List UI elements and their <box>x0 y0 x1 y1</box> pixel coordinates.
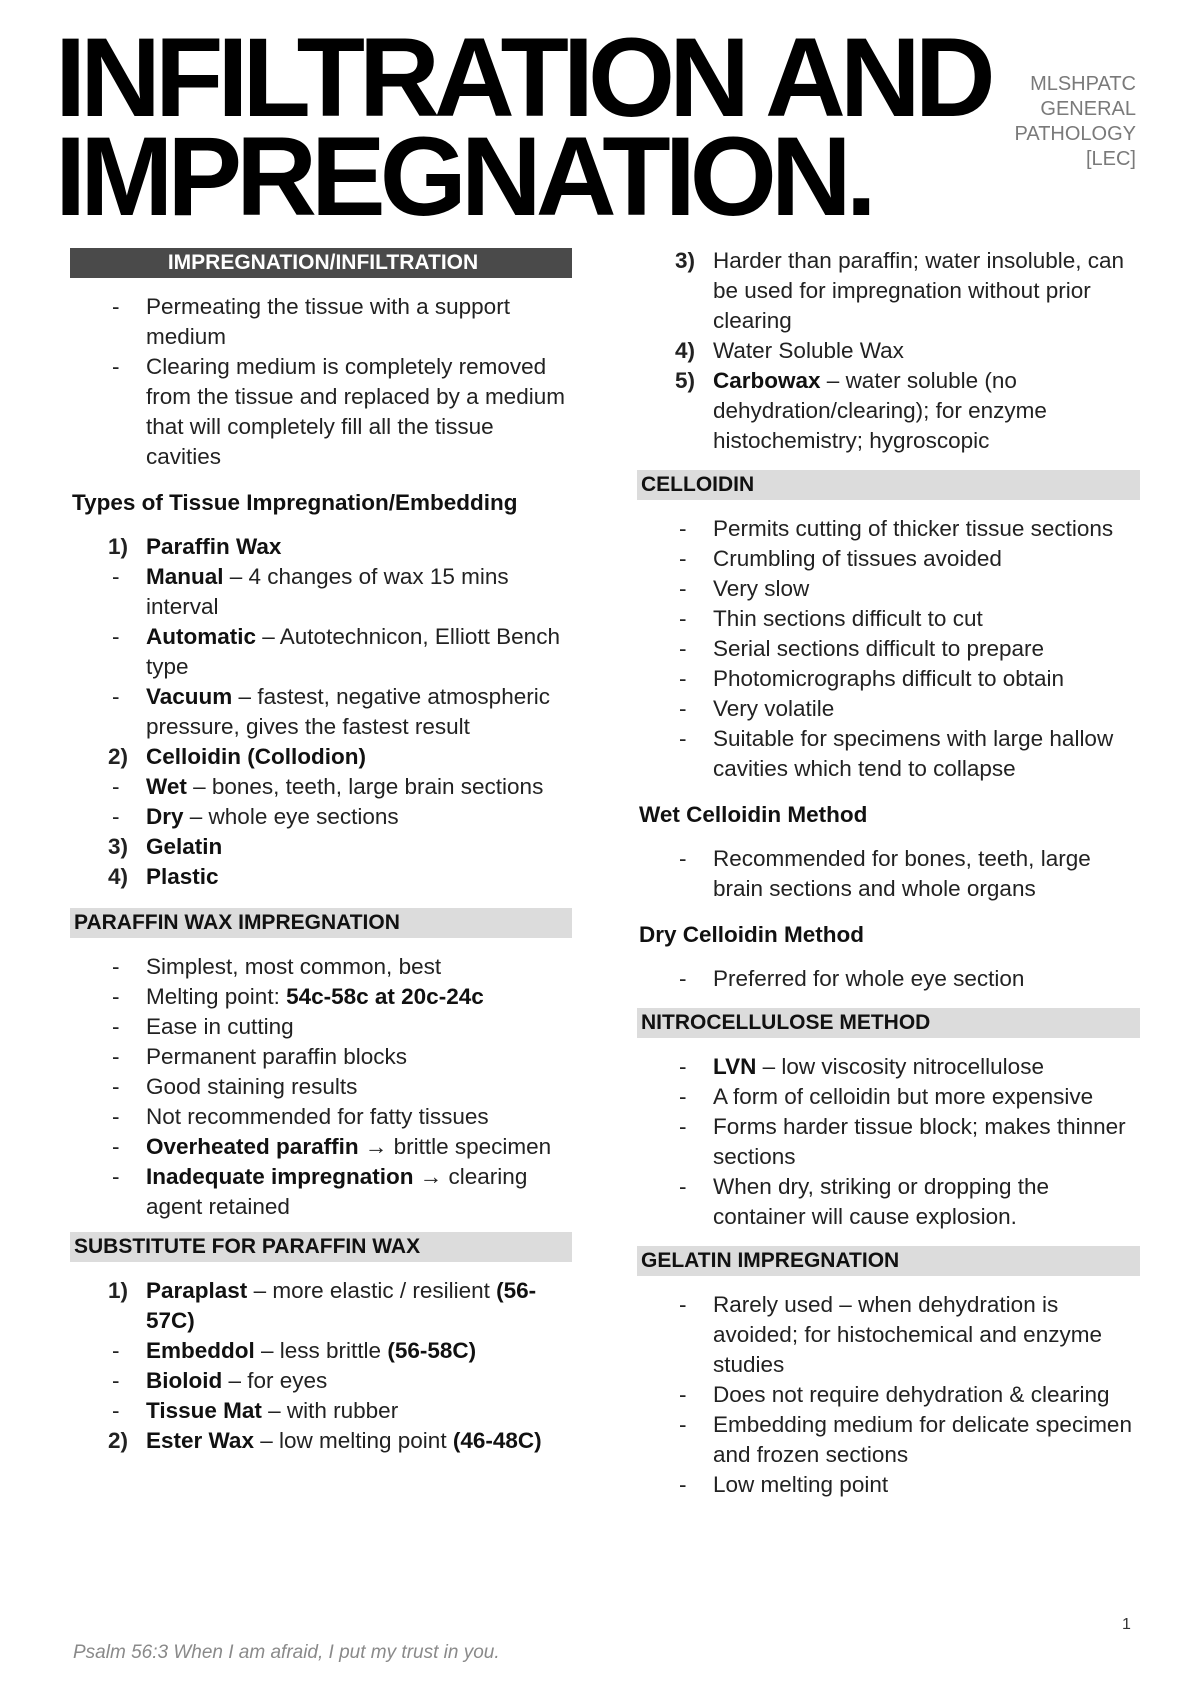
section-heading-substitute: SUBSTITUTE FOR PARAFFIN WAX <box>70 1232 572 1262</box>
list-item: - Not recommended for fatty tissues <box>112 1104 489 1129</box>
list-item: - Permits cutting of thicker tissue sections <box>679 516 1114 541</box>
substitute-list-continued <box>637 246 1140 456</box>
nitrocellulose-list <box>637 1052 1140 1232</box>
page-number: 1 <box>1122 1616 1131 1633</box>
subheading-types: Types of Tissue Impregnation/Embedding <box>72 490 518 515</box>
list-item: - Preferred for whole eye section <box>679 966 1025 991</box>
list-item: 5) Carbowax – water soluble (no dehydration/clearing); for enzyme histochemistry; hygroscopic <box>675 368 1047 453</box>
celloidin-list <box>637 514 1140 784</box>
list-item: - Embeddol – less brittle (56-58C) <box>112 1338 477 1363</box>
list-item: - Rarely used – when dehydration is avoided; for histochemical and enzyme studies <box>679 1292 1102 1377</box>
list-item: - Very volatile <box>679 696 835 721</box>
list-item: - Ease in cutting <box>112 1014 294 1039</box>
right-column <box>637 246 1140 1500</box>
list-item: - Low melting point <box>679 1472 889 1497</box>
list-item: - Overheated paraffin → brittle specimen <box>112 1134 552 1159</box>
list-item: - Dry – whole eye sections <box>112 804 399 829</box>
list-item: - A form of celloidin but more expensive <box>679 1084 1094 1109</box>
list-item: 2) Ester Wax – low melting point (46-48C) <box>108 1428 542 1453</box>
list-item: 4) Water Soluble Wax <box>675 338 904 363</box>
section-heading-gelatin: GELATIN IMPREGNATION <box>637 1246 1140 1276</box>
list-item: - Thin sections difficult to cut <box>679 606 983 631</box>
left-column <box>70 248 572 1456</box>
section-heading-impregnation: IMPREGNATION/INFILTRATION <box>70 248 572 278</box>
list-item: - Permanent paraffin blocks <box>112 1044 407 1069</box>
list-item: - Vacuum – fastest, negative atmospheric pressure, gives the fastest result <box>112 684 550 739</box>
list-item: - Automatic – Autotechnicon, Elliott Bench type <box>112 624 560 679</box>
gelatin-list <box>637 1290 1140 1500</box>
section-heading-paraffin: PARAFFIN WAX IMPREGNATION <box>70 908 572 938</box>
title-line-2: IMPREGNATION. <box>55 114 871 239</box>
footer-quote: Psalm 56:3 When I am afraid, I put my trust in you. <box>73 1642 500 1663</box>
list-item: - Simplest, most common, best <box>112 954 442 979</box>
types-list <box>70 532 572 892</box>
list-item: 1) Paraffin Wax <box>108 534 282 559</box>
section-heading-nitrocellulose: NITROCELLULOSE METHOD <box>637 1008 1140 1038</box>
list-item: - Recommended for bones, teeth, large brain sections and whole organs <box>679 846 1091 901</box>
list-item: - LVN – low viscosity nitrocellulose <box>679 1054 1044 1079</box>
section-heading-celloidin: CELLOIDIN <box>637 470 1140 500</box>
list-item: - Good staining results <box>112 1074 358 1099</box>
list-item: - Permeating the tissue with a support medium <box>112 294 510 349</box>
title-line-1: INFILTRATION AND <box>55 15 990 140</box>
dry-celloidin-list <box>637 964 1140 994</box>
list-item: - Photomicrographs difficult to obtain <box>679 666 1065 691</box>
list-item: - Very slow <box>679 576 810 601</box>
substitute-list <box>70 1276 572 1456</box>
list-item: - Inadequate impregnation → clearing agent retained <box>112 1164 528 1219</box>
list-item: - When dry, striking or dropping the container will cause explosion. <box>679 1174 1049 1229</box>
wet-celloidin-list <box>637 844 1140 904</box>
course-name-line-1: GENERAL <box>1040 98 1136 120</box>
list-item: - Embedding medium for delicate specimen and frozen sections <box>679 1412 1132 1467</box>
page-title <box>55 15 990 239</box>
list-item: - Serial sections difficult to prepare <box>679 636 1045 661</box>
list-item: - Melting point: 54c-58c at 20c-24c <box>112 984 484 1009</box>
list-item: - Suitable for specimens with large hallow cavities which tend to collapse <box>679 726 1114 781</box>
list-item: - Wet – bones, teeth, large brain sections <box>112 774 544 799</box>
list-item: 3) Gelatin <box>108 834 223 859</box>
impregnation-list <box>70 292 572 472</box>
subheading-dry-celloidin: Dry Celloidin Method <box>639 922 864 947</box>
list-item: - Does not require dehydration & clearing <box>679 1382 1110 1407</box>
list-item: - Forms harder tissue block; makes thinner sections <box>679 1114 1126 1169</box>
course-name-line-2: PATHOLOGY <box>1014 123 1136 145</box>
subheading-wet-celloidin: Wet Celloidin Method <box>639 802 868 827</box>
list-item: - Manual – 4 changes of wax 15 mins interval <box>112 564 509 619</box>
course-tag <box>1014 72 1136 172</box>
paraffin-list <box>70 952 572 1222</box>
list-item: - Tissue Mat – with rubber <box>112 1398 399 1423</box>
list-item: - Bioloid – for eyes <box>112 1368 328 1393</box>
course-type: [LEC] <box>1085 148 1136 170</box>
list-item: 2) Celloidin (Collodion) <box>108 744 366 769</box>
list-item: - Clearing medium is completely removed from the tissue and replaced by a medium that will completely fill all the tissue cavities <box>112 354 565 469</box>
list-item: 4) Plastic <box>108 864 219 889</box>
list-item: 1) Paraplast – more elastic / resilient (56-57C) <box>108 1278 537 1333</box>
list-item: 3) Harder than paraffin; water insoluble, can be used for impregnation without prior clearing <box>675 248 1125 333</box>
list-item: - Crumbling of tissues avoided <box>679 546 1002 571</box>
course-code: MLSHPATC <box>1030 73 1136 95</box>
